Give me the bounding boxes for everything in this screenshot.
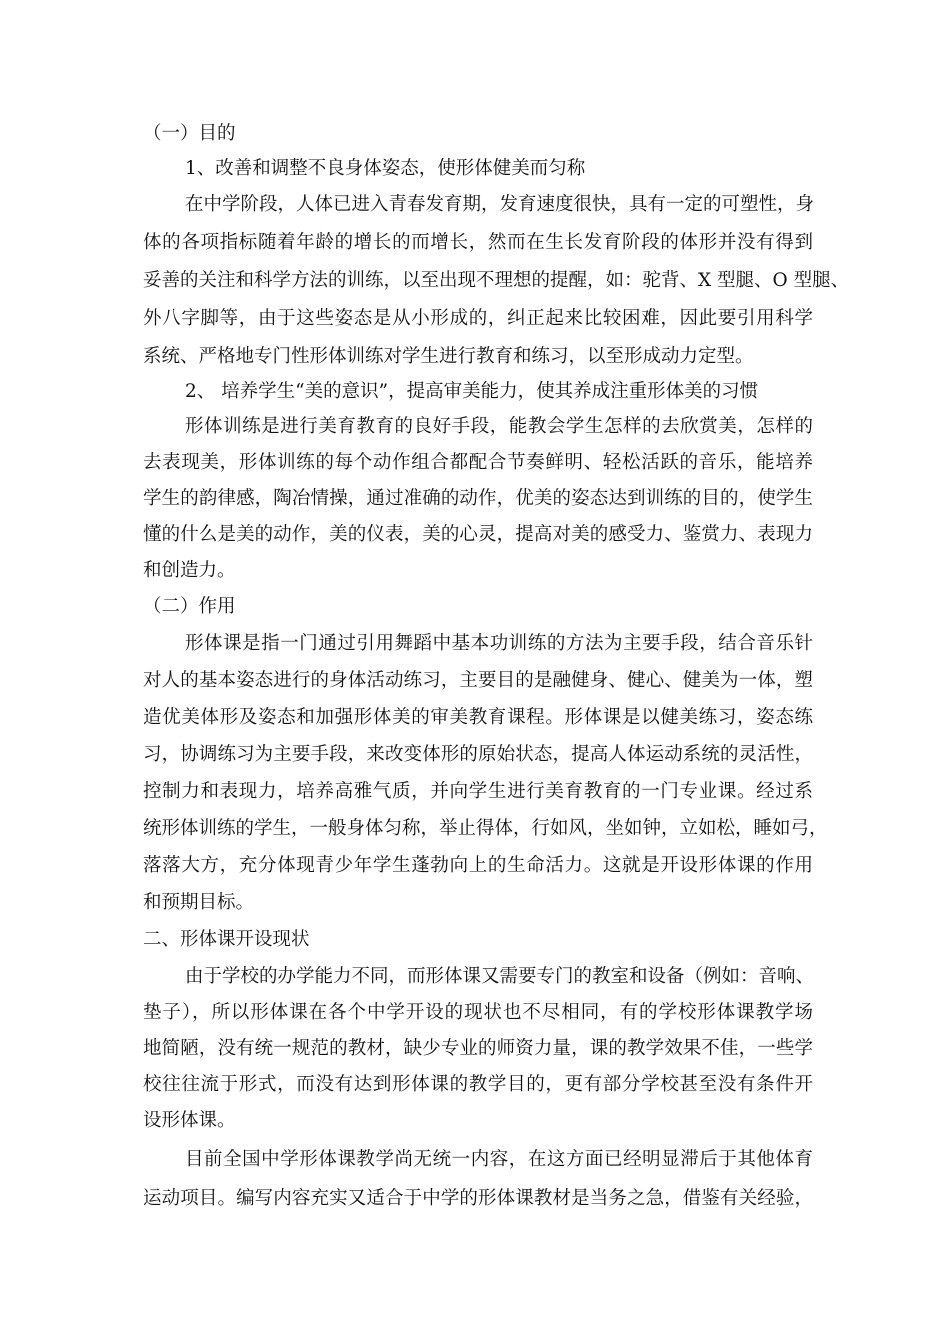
paragraph-line: 运动项目。编写内容充实又适合于中学的形体课教材是当务之急，借鉴有关经验， [143,1188,813,1209]
paragraph-line: 学生的韵律感，陶冶情操，通过准确的动作，优美的姿态达到训练的目的，使学生 [143,488,813,509]
paragraph-line: 造优美体形及姿态和加强形体美的审美教育课程。形体课是以健美练习，姿态练 [143,707,813,728]
subheading-posture: 1、改善和调整不良身体姿态，使形体健美而匀称 [185,158,586,179]
paragraph-line: 设形体课。 [143,1110,236,1131]
paragraph-line: 目前全国中学形体课教学尚无统一内容，在这方面已经明显滞后于其他体育 [185,1149,813,1170]
paragraph-line: 体的各项指标随着年龄的增长的而增长，然而在生长发育阶段的体形并没有得到 [143,232,813,253]
paragraph-line: 懂的什么是美的动作，美的仪表，美的心灵，提高对美的感受力、鉴赏力、表现力 [143,524,813,545]
paragraph-line: 由于学校的办学能力不同，而形体课又需要专门的教室和设备（例如：音响、 [185,966,815,987]
paragraph-line: 落落大方，充分体现青少年学生蓬勃向上的生命活力。这就是开设形体课的作用 [143,855,813,876]
section-heading-role: （二）作用 [143,596,236,617]
subheading-aesthetics: 2、 培养学生“美的意识”，提高审美能力，使其养成注重形体美的习惯 [185,381,759,402]
paragraph-line: 形体训练是进行美育教育的良好手段，能教会学生怎样的去欣赏美，怎样的 [185,416,813,437]
paragraph-line: 系统、严格地专门性形体训练对学生进行教育和练习，以至形成动力定型。 [143,346,754,367]
paragraph-line: 习，协调练习为主要手段，来改变体形的原始状态，提高人体运动系统的灵活性， [143,744,813,765]
paragraph-line: 和创造力。 [143,560,236,581]
paragraph-line: 外八字脚等，由于这些姿态是从小形成的，纠正起来比较困难，因此要引用科学 [143,308,813,329]
paragraph-line: 地简陋，没有统一规范的教材，缺少专业的师资力量，课的教学效果不佳，一些学 [143,1038,813,1059]
paragraph-line: 校往往流于形式，而没有达到形体课的教学目的，更有部分学校甚至没有条件开 [143,1074,813,1095]
paragraph-line: 去表现美，形体训练的每个动作组合都配合节奏鲜明、轻松活跃的音乐，能培养 [143,452,813,473]
paragraph-line: 对人的基本姿态进行的身体活动练习，主要目的是融健身、健心、健美为一体，塑 [143,670,813,691]
paragraph-line: 在中学阶段，人体已进入青春发育期，发育速度很快，具有一定的可塑性，身 [185,194,815,215]
paragraph-line: 和预期目标。 [143,892,255,913]
section-heading-status: 二、形体课开设现状 [143,929,310,950]
paragraph-line: 统形体训练的学生，一般身体匀称，举止得体，行如风，坐如钟，立如松，睡如弓， [143,818,828,839]
paragraph-line: 垫子），所以形体课在各个中学开设的现状也不尽相同，有的学校形体课教学场 [143,1002,813,1023]
paragraph-line: 形体课是指一门通过引用舞蹈中基本功训练的方法为主要手段，结合音乐针 [185,633,813,654]
paragraph-line: 妥善的关注和科学方法的训练，以至出现不理想的提醒，如：驼背、X 型腿、O 型腿、 [143,270,850,291]
section-heading-purpose: （一）目的 [143,123,236,144]
paragraph-line: 控制力和表现力，培养高雅气质，并向学生进行美育教育的一门专业课。经过系 [143,781,813,802]
